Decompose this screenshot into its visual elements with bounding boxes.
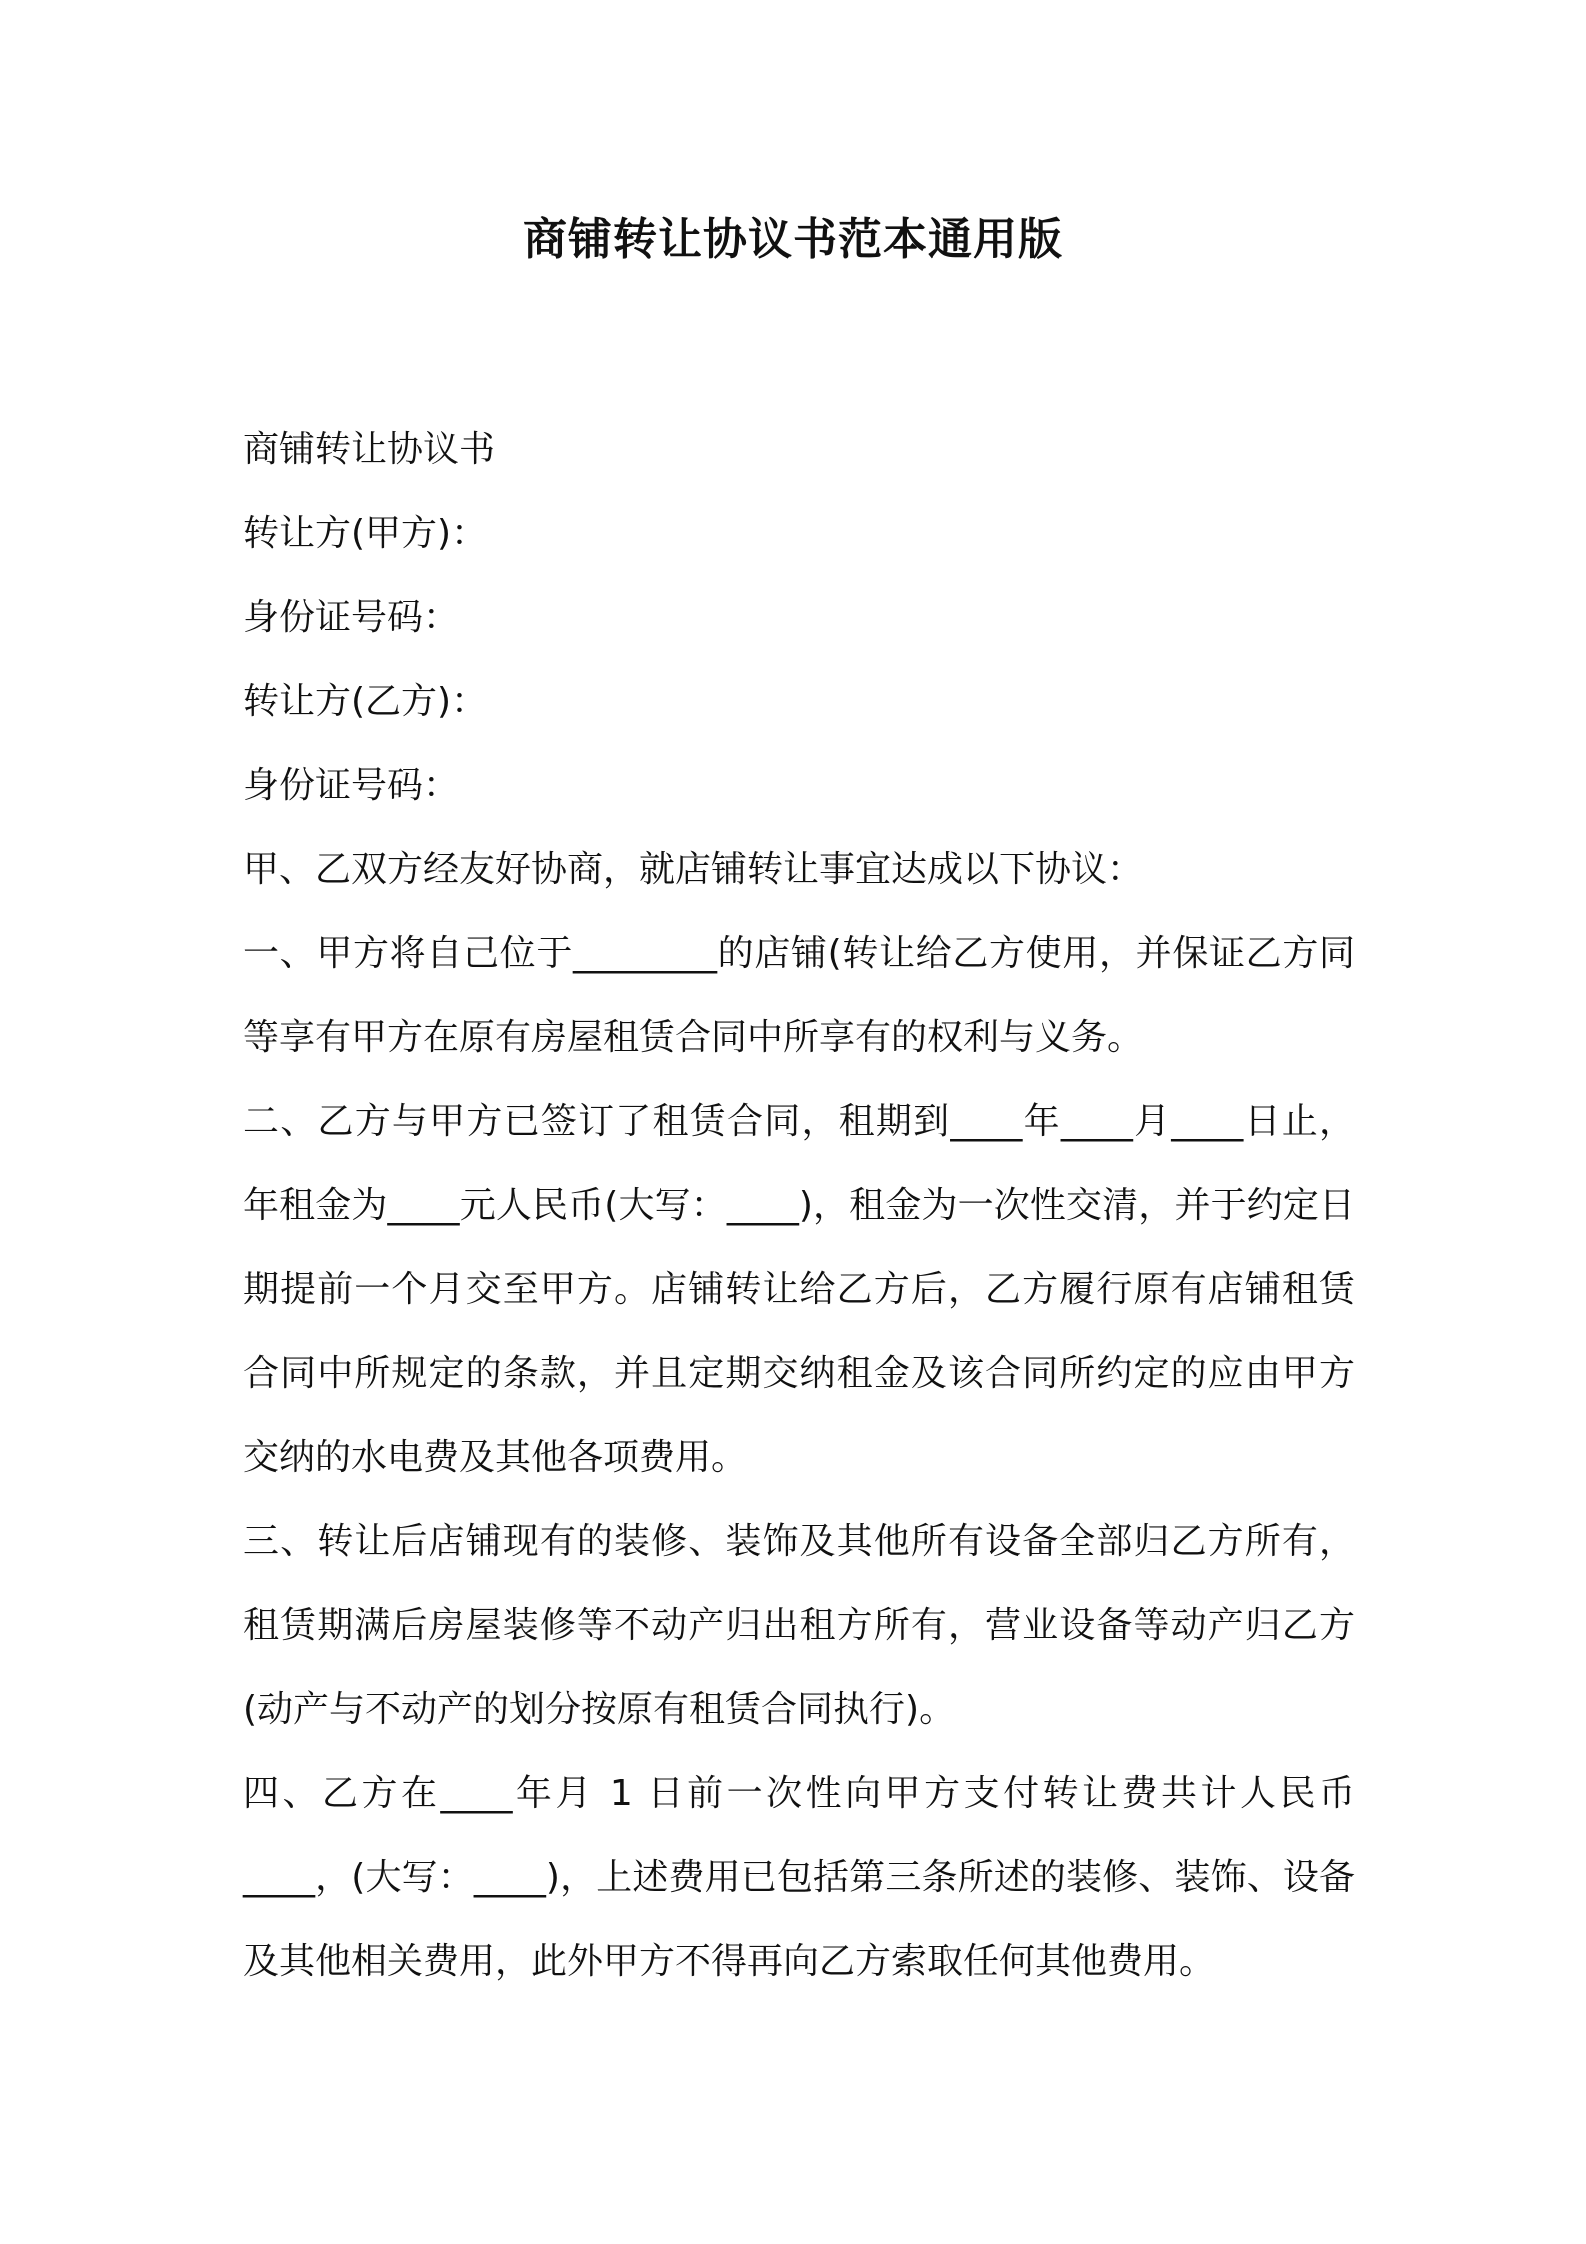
party-b-label: 转让方(乙方)：	[243, 681, 488, 722]
document-title: 商铺转让协议书范本通用版	[523, 214, 1063, 265]
clause-2: 二、乙方与甲方已签订了租赁合同，租期到____年____月____日止，年租金为____元人民币(大写：____)，租金为一次性交清，并于约定日期提前一个月交至甲方。店铺转让给乙方后，乙方履行原有店铺租赁合同中所规定的条款，并且定期交纳租金及该合同所约定的应由甲方交纳的水电费及其他各项费用。	[243, 1101, 1355, 1478]
intro-paragraph: 甲、乙双方经友好协商，就店铺转让事宜达成以下协议：	[243, 849, 1144, 890]
clause-3: 三、转让后店铺现有的装修、装饰及其他所有设备全部归乙方所有，租赁期满后房屋装修等不动产归出租方所有，营业设备等动产归乙方(动产与不动产的划分按原有租赁合同执行)。	[243, 1521, 1355, 1730]
party-a-id-label: 身份证号码：	[243, 597, 460, 638]
document-body	[243, 408, 1355, 2004]
clause-4: 四、乙方在____年月 1 日前一次性向甲方支付转让费共计人民币____，(大写：____)，上述费用已包括第三条所述的装修、装饰、设备及其他相关费用，此外甲方不得再向乙方索取任何其他费用。	[243, 1773, 1355, 1982]
agreement-heading: 商铺转让协议书	[243, 429, 496, 470]
party-b-id-label: 身份证号码：	[243, 765, 460, 806]
party-a-label: 转让方(甲方)：	[243, 513, 488, 554]
clause-1: 一、甲方将自己位于________的店铺(转让给乙方使用，并保证乙方同等享有甲方在原有房屋租赁合同中所享有的权利与义务。	[243, 933, 1355, 1058]
